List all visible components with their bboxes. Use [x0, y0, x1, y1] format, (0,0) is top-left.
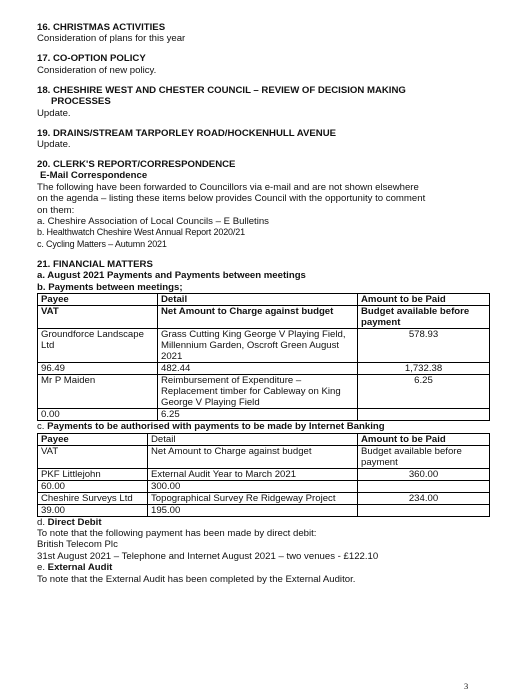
- paragraph-line: British Telecom Plc: [37, 539, 118, 551]
- subheading-prefix: d.: [37, 516, 48, 528]
- table-row: [38, 329, 490, 363]
- paragraph-line: To note that the External Audit has been completed by the External Auditor.: [37, 573, 356, 585]
- table-row: [38, 468, 490, 480]
- header-cell: Payee: [38, 294, 158, 306]
- amount-cell: 234.00: [358, 492, 490, 504]
- table-header-row: [38, 294, 490, 306]
- header-cell: Detail: [158, 294, 358, 306]
- payments-between-meetings-table: [37, 293, 490, 421]
- header-cell: Net Amount to Charge against budget: [148, 445, 358, 468]
- detail-cell: Reimbursement of Expenditure – Replacement timber for Cableway on King George V Playing Field: [158, 375, 358, 409]
- header-cell: Amount to be Paid: [358, 433, 490, 445]
- payee-cell: 0.00: [38, 409, 158, 421]
- table-row: [38, 492, 490, 504]
- subheading-text: External Audit: [47, 562, 113, 574]
- subheading: E-Mail Correspondence: [40, 170, 148, 182]
- list-item: c. Cycling Matters – Autumn 2021: [37, 238, 167, 249]
- item-financial-matters: [37, 259, 489, 585]
- header-cell: Payee: [38, 433, 148, 445]
- agenda-page: [37, 22, 489, 585]
- detail-cell: 300.00: [148, 480, 358, 492]
- detail-cell: 6.25: [158, 409, 358, 421]
- item-text: Update.: [37, 139, 71, 151]
- payee-cell: Groundforce Landscape Ltd: [38, 329, 158, 363]
- payments-to-authorise-table: [37, 433, 490, 517]
- payee-cell: 60.00: [38, 480, 148, 492]
- list-item: b. Healthwatch Cheshire West Annual Report 2020/21: [37, 227, 245, 238]
- amount-cell: 360.00: [358, 468, 490, 480]
- header-cell: Net Amount to Charge against budget: [158, 306, 358, 329]
- table-row: [38, 363, 490, 375]
- item-heading-cont: PROCESSES: [51, 96, 111, 108]
- paragraph-line: 31st August 2021 – Telephone and Internet August 2021 – two venues - £122.10: [37, 550, 379, 562]
- item-heading: 21. FINANCIAL MATTERS: [37, 258, 153, 270]
- amount-cell: [358, 409, 490, 421]
- page-number: 3: [464, 681, 469, 691]
- amount-cell: 578.93: [358, 329, 490, 363]
- item-text: Update.: [37, 107, 71, 119]
- detail-cell: Grass Cutting King George V Playing Field, Millennium Garden, Oscroft Green August 2021: [158, 329, 358, 363]
- subheading-text: Direct Debit: [47, 516, 102, 528]
- paragraph-line: The following have been forwarded to Councillors via e-mail and are not shown elsewhere: [37, 181, 419, 193]
- payee-cell: 96.49: [38, 363, 158, 375]
- table-subheader-row: [38, 306, 490, 329]
- table-row: [38, 409, 490, 421]
- amount-cell: 1,732.38: [358, 363, 490, 375]
- paragraph-line: on them:: [37, 204, 75, 216]
- detail-cell: 195.00: [148, 504, 358, 516]
- header-cell: Budget available before payment: [358, 306, 490, 329]
- item-heading: 18. CHESHIRE WEST AND CHESTER COUNCIL – REVIEW OF DECISION MAKING: [37, 84, 406, 96]
- list-item: a. Cheshire Association of Local Councils – E Bulletins: [37, 216, 269, 228]
- item-text: Consideration of new policy.: [37, 64, 157, 76]
- item-cwac-review: [37, 85, 489, 119]
- header-cell: Budget available before payment: [358, 445, 490, 468]
- item-drains-stream: [37, 128, 489, 151]
- subheading: [37, 562, 489, 573]
- item-heading: 17. CO-OPTION POLICY: [37, 53, 146, 65]
- detail-cell: 482.44: [158, 363, 358, 375]
- detail-cell: Topographical Survey Re Ridgeway Project: [148, 492, 358, 504]
- subheading-text: Payments to be authorised with payments to be made by Internet Banking: [47, 421, 385, 433]
- paragraph-line: To note that the following payment has been made by direct debit:: [37, 527, 317, 539]
- header-cell: VAT: [38, 445, 148, 468]
- subheading-prefix: e.: [37, 562, 48, 574]
- item-heading: 19. DRAINS/STREAM TARPORLEY ROAD/HOCKENHULL AVENUE: [37, 127, 337, 139]
- table-row: [38, 375, 490, 409]
- subheading: b. Payments between meetings;: [37, 281, 183, 293]
- header-cell: Amount to be Paid: [358, 294, 490, 306]
- subheading: a. August 2021 Payments and Payments between meetings: [37, 270, 306, 282]
- item-co-option-policy: [37, 53, 489, 76]
- payee-cell: PKF Littlejohn: [38, 468, 148, 480]
- item-christmas-activities: [37, 22, 489, 45]
- payee-cell: Mr P Maiden: [38, 375, 158, 409]
- payee-cell: Cheshire Surveys Ltd: [38, 492, 148, 504]
- subheading: [37, 421, 489, 432]
- subheading: [37, 517, 489, 528]
- paragraph-line: on the agenda – listing these items below provides Council with the opportunity to comment: [37, 193, 426, 205]
- item-heading: 16. CHRISTMAS ACTIVITIES: [37, 22, 166, 33]
- detail-cell: External Audit Year to March 2021: [148, 468, 358, 480]
- table-header-row: [38, 433, 490, 445]
- subheading-prefix: c.: [37, 421, 48, 433]
- item-clerks-report: [37, 159, 489, 250]
- item-heading: 20. CLERK'S REPORT/CORRESPONDENCE: [37, 159, 236, 171]
- header-cell: Detail: [148, 433, 358, 445]
- payee-cell: 39.00: [38, 504, 148, 516]
- table-row: [38, 480, 490, 492]
- amount-cell: [358, 480, 490, 492]
- item-text: Consideration of plans for this year: [37, 33, 186, 45]
- amount-cell: [358, 504, 490, 516]
- header-cell: VAT: [38, 306, 158, 329]
- table-subheader-row: [38, 445, 490, 468]
- amount-cell: 6.25: [358, 375, 490, 409]
- table-row: [38, 504, 490, 516]
